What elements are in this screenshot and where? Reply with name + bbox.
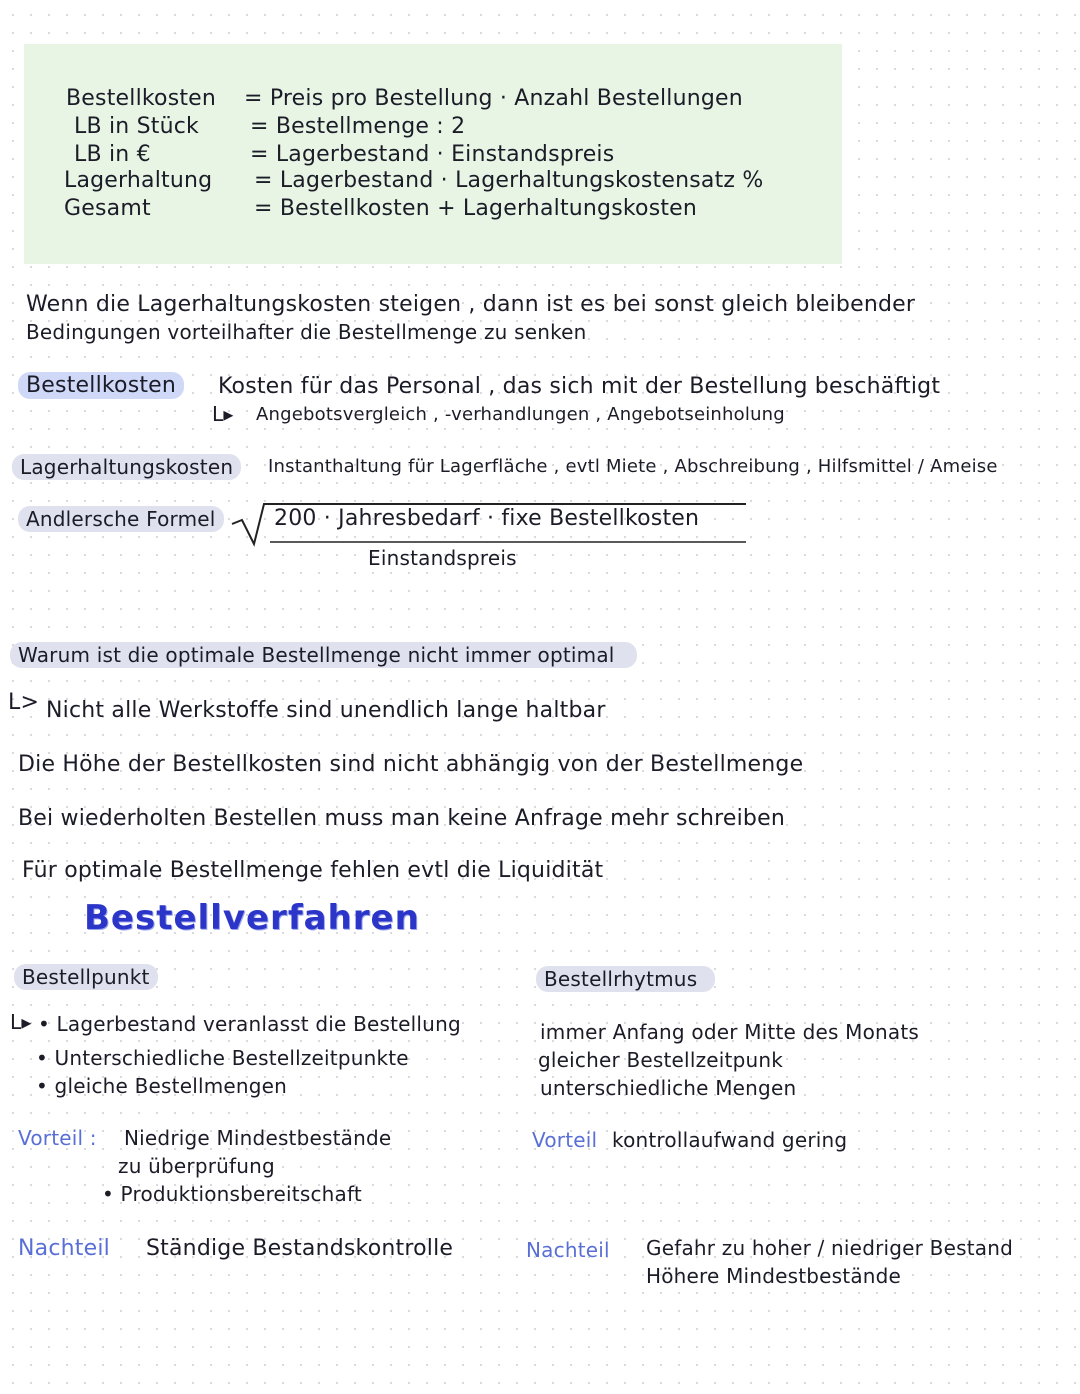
bestellpunkt-item-2: • Unterschiedliche Bestellzeitpunkte — [36, 1046, 409, 1070]
bestellpunkt-heading: Bestellpunkt — [14, 964, 158, 990]
bestellkosten-sub: Angebotsvergleich , -verhandlungen , Angebotseinholung — [256, 404, 785, 425]
bestellrhytmus-nachteil-label: Nachteil — [526, 1238, 610, 1262]
bestellkosten-text: Kosten für das Personal , das sich mit der Bestellung beschäftigt — [218, 374, 941, 399]
optimal-point-1: Nicht alle Werkstoffe sind unendlich lange haltbar — [46, 698, 606, 723]
bestellpunkt-nachteil-text: Ständige Bestandskontrolle — [146, 1236, 454, 1261]
bestellpunkt-vorteil-label: Vorteil : — [18, 1126, 97, 1150]
formula-label-lagerhaltung: Lagerhaltung — [64, 168, 213, 193]
optimal-arrow-icon: L> — [8, 690, 40, 715]
bestellpunkt-vorteil-line-3: • Produktionsbereitschaft — [102, 1182, 362, 1206]
bestellkosten-arrow-icon: L▸ — [212, 402, 234, 426]
formel-denominator: Einstandspreis — [368, 546, 517, 570]
bestellrhytmus-item-2: gleicher Bestellzeitpunk — [538, 1048, 784, 1072]
bestellpunkt-vorteil-line-1: Niedrige Mindestbestände — [124, 1126, 392, 1150]
formula-value-lb-stueck: = Bestellmenge : 2 — [250, 114, 466, 139]
bestellrhytmus-item-3: unterschiedliche Mengen — [540, 1076, 797, 1100]
formula-value-lagerhaltung: = Lagerbestand · Lagerhaltungskostensatz % — [254, 168, 764, 193]
formula-value-gesamt: = Bestellkosten + Lagerhaltungskosten — [254, 196, 698, 221]
bestellpunkt-item-1: • Lagerbestand veranlasst die Bestellung — [38, 1012, 461, 1036]
formula-value-lb-euro: = Lagerbestand · Einstandspreis — [250, 142, 615, 167]
lagerhaltungskosten-text: Instanthaltung für Lagerfläche , evtl Miete , Abschreibung , Hilfsmittel / Ameise — [268, 456, 998, 477]
lagerhaltungskosten-label: Lagerhaltungskosten — [12, 454, 241, 480]
optimal-point-3: Bei wiederholten Bestellen muss man keine Anfrage mehr schreiben — [18, 806, 785, 831]
optimal-question: Warum ist die optimale Bestellmenge nicht immer optimal — [10, 642, 637, 668]
formel-numerator: 200 · Jahresbedarf · fixe Bestellkosten — [274, 506, 700, 531]
bestellpunkt-nachteil-label: Nachteil — [18, 1236, 110, 1261]
bestellrhytmus-vorteil-label: Vorteil — [532, 1128, 598, 1152]
bestellpunkt-vorteil-line-2: zu überprüfung — [118, 1154, 275, 1178]
optimal-point-4: Für optimale Bestellmenge fehlen evtl die Liquidität — [22, 858, 604, 883]
formula-label-lb-stueck: LB in Stück — [74, 114, 199, 139]
note-line-2: Bedingungen vorteilhafter die Bestellmenge zu senken — [26, 320, 587, 344]
optimal-point-2: Die Höhe der Bestellkosten sind nicht abhängig von der Bestellmenge — [18, 752, 804, 777]
formula-label-lb-euro: LB in € — [74, 142, 151, 167]
bestellrhytmus-vorteil-text: kontrollaufwand gering — [612, 1128, 848, 1152]
bestellrhytmus-nachteil-line-1: Gefahr zu hoher / niedriger Bestand — [646, 1236, 1013, 1260]
bestellrhytmus-nachteil-line-2: Höhere Mindestbestände — [646, 1264, 902, 1288]
bestellrhytmus-heading: Bestellrhytmus — [536, 966, 715, 992]
bestellrhytmus-item-1: immer Anfang oder Mitte des Monats — [540, 1020, 920, 1044]
formula-value-bestellkosten: = Preis pro Bestellung · Anzahl Bestellungen — [244, 86, 743, 111]
bestellkosten-label: Bestellkosten — [18, 372, 184, 399]
note-line-1: Wenn die Lagerhaltungskosten steigen , dann ist es bei sonst gleich bleibender — [26, 292, 916, 317]
formula-label-bestellkosten: Bestellkosten — [66, 86, 217, 111]
verfahren-title: Bestellverfahren — [84, 898, 420, 938]
bestellpunkt-item-3: • gleiche Bestellmengen — [36, 1074, 288, 1098]
formula-label-gesamt: Gesamt — [64, 196, 151, 221]
formel-label: Andlersche Formel — [18, 506, 224, 532]
bestellpunkt-arrow-icon: L▸ — [10, 1010, 32, 1034]
